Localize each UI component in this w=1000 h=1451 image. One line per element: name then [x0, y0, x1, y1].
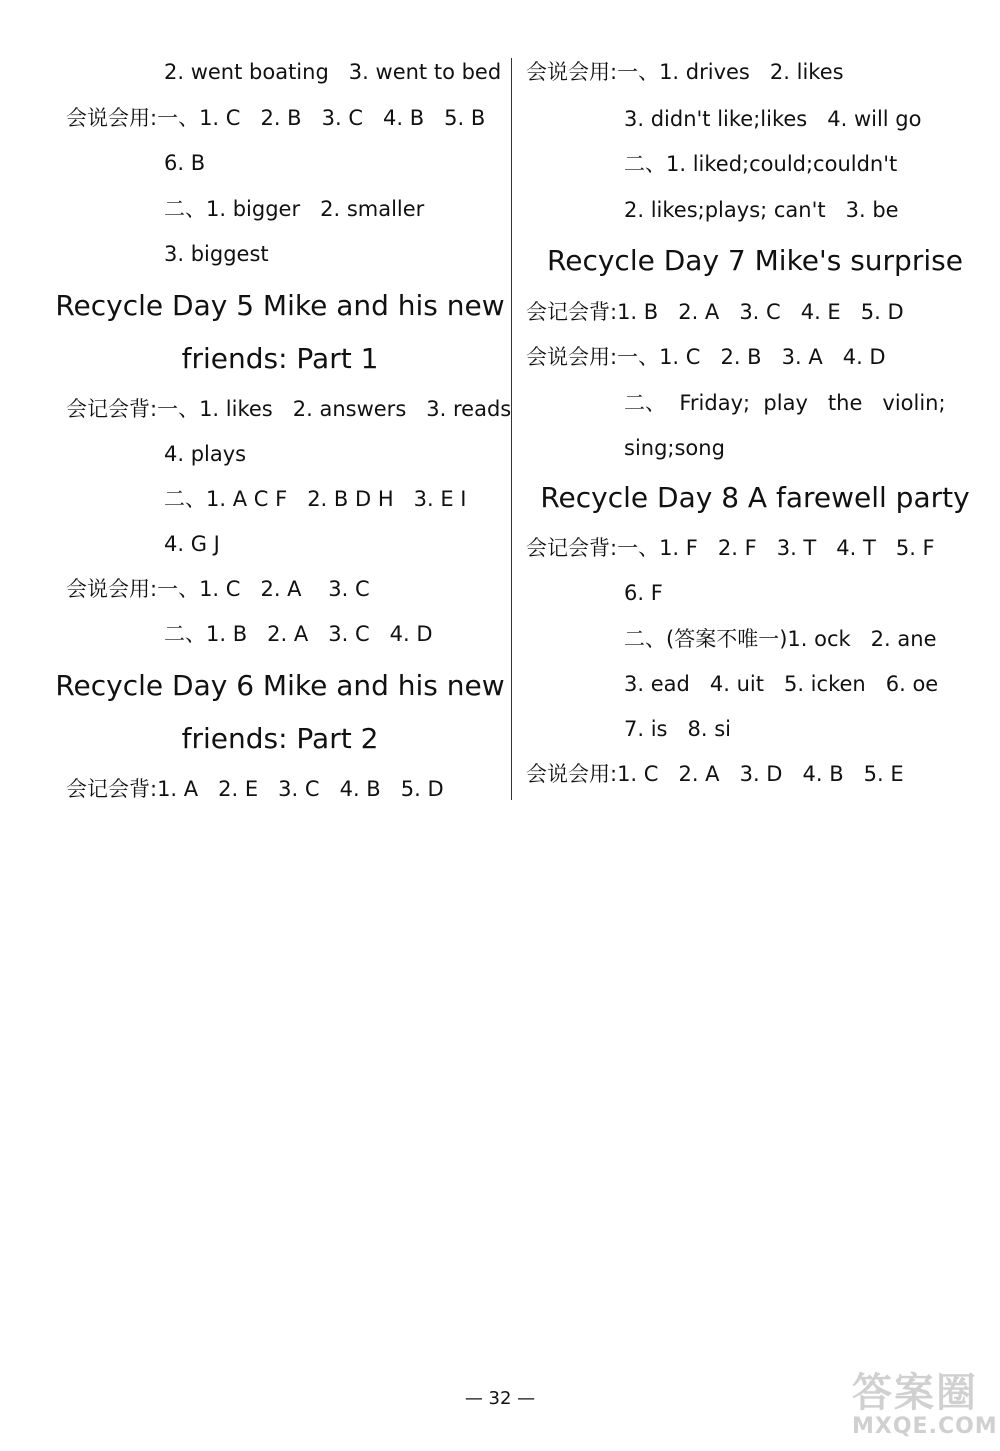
- answer-line: 2. likes;plays; can't 3. be: [624, 198, 899, 222]
- answer-line: 4. G J: [164, 532, 220, 556]
- answer-line: 7. is 8. si: [624, 717, 731, 741]
- section-title-day6: Recycle Day 6 Mike and his new: [55, 669, 505, 702]
- answer-line: 二、1. B 2. A 3. C 4. D: [164, 622, 433, 646]
- section-title-day5: Recycle Day 5 Mike and his new: [55, 289, 505, 322]
- answer-line: 4. plays: [164, 442, 247, 466]
- watermark-logo-text: 答案圈: [852, 1370, 978, 1416]
- column-divider: [511, 58, 512, 800]
- answer-line: 会记会背:一、1. F 2. F 3. T 4. T 5. F: [526, 536, 935, 560]
- watermark-url: MXQE.COM: [852, 1414, 998, 1439]
- answer-line: 6. F: [624, 581, 663, 605]
- answer-line: 会记会背:1. B 2. A 3. C 4. E 5. D: [526, 300, 904, 324]
- answer-line: 会说会用:一、1. C 2. B 3. C 4. B 5. B: [66, 106, 486, 130]
- page-number: — 32 —: [464, 1388, 536, 1409]
- answer-line: 2. went boating 3. went to bed: [164, 60, 502, 84]
- section-title-day7: Recycle Day 7 Mike's surprise: [547, 244, 963, 277]
- answer-line: 二、1. bigger 2. smaller: [164, 197, 425, 221]
- watermark-logo: [852, 1370, 998, 1443]
- answer-line: 会说会用:一、1. C 2. B 3. A 4. D: [526, 345, 886, 369]
- answer-line: 会记会背:一、1. likes 2. answers 3. reads: [66, 397, 512, 421]
- answer-line: 会说会用:一、1. C 2. A 3. C: [66, 577, 370, 601]
- answer-line: 二、(答案不唯一)1. ock 2. ane: [624, 627, 937, 651]
- answer-line: 会说会用:一、1. drives 2. likes: [526, 60, 844, 84]
- answer-line: 3. didn't like;likes 4. will go: [624, 107, 922, 131]
- answer-line: 会记会背:1. A 2. E 3. C 4. B 5. D: [66, 777, 444, 801]
- answer-line: 3. ead 4. uit 5. icken 6. oe: [624, 672, 939, 696]
- answer-line: 6. B: [164, 151, 206, 175]
- answer-line: 3. biggest: [164, 242, 269, 266]
- answer-line: 二、1. liked;could;couldn't: [624, 152, 898, 176]
- section-title-day6-cont: friends: Part 2: [181, 722, 379, 755]
- section-title-day5-cont: friends: Part 1: [181, 342, 379, 375]
- answer-line: sing;song: [624, 436, 725, 460]
- section-title-day8: Recycle Day 8 A farewell party: [540, 481, 970, 514]
- answer-line: 二、 Friday; play the violin;: [624, 391, 946, 415]
- answer-line: 二、1. A C F 2. B D H 3. E I: [164, 487, 467, 511]
- answer-line: 会说会用:1. C 2. A 3. D 4. B 5. E: [526, 762, 904, 786]
